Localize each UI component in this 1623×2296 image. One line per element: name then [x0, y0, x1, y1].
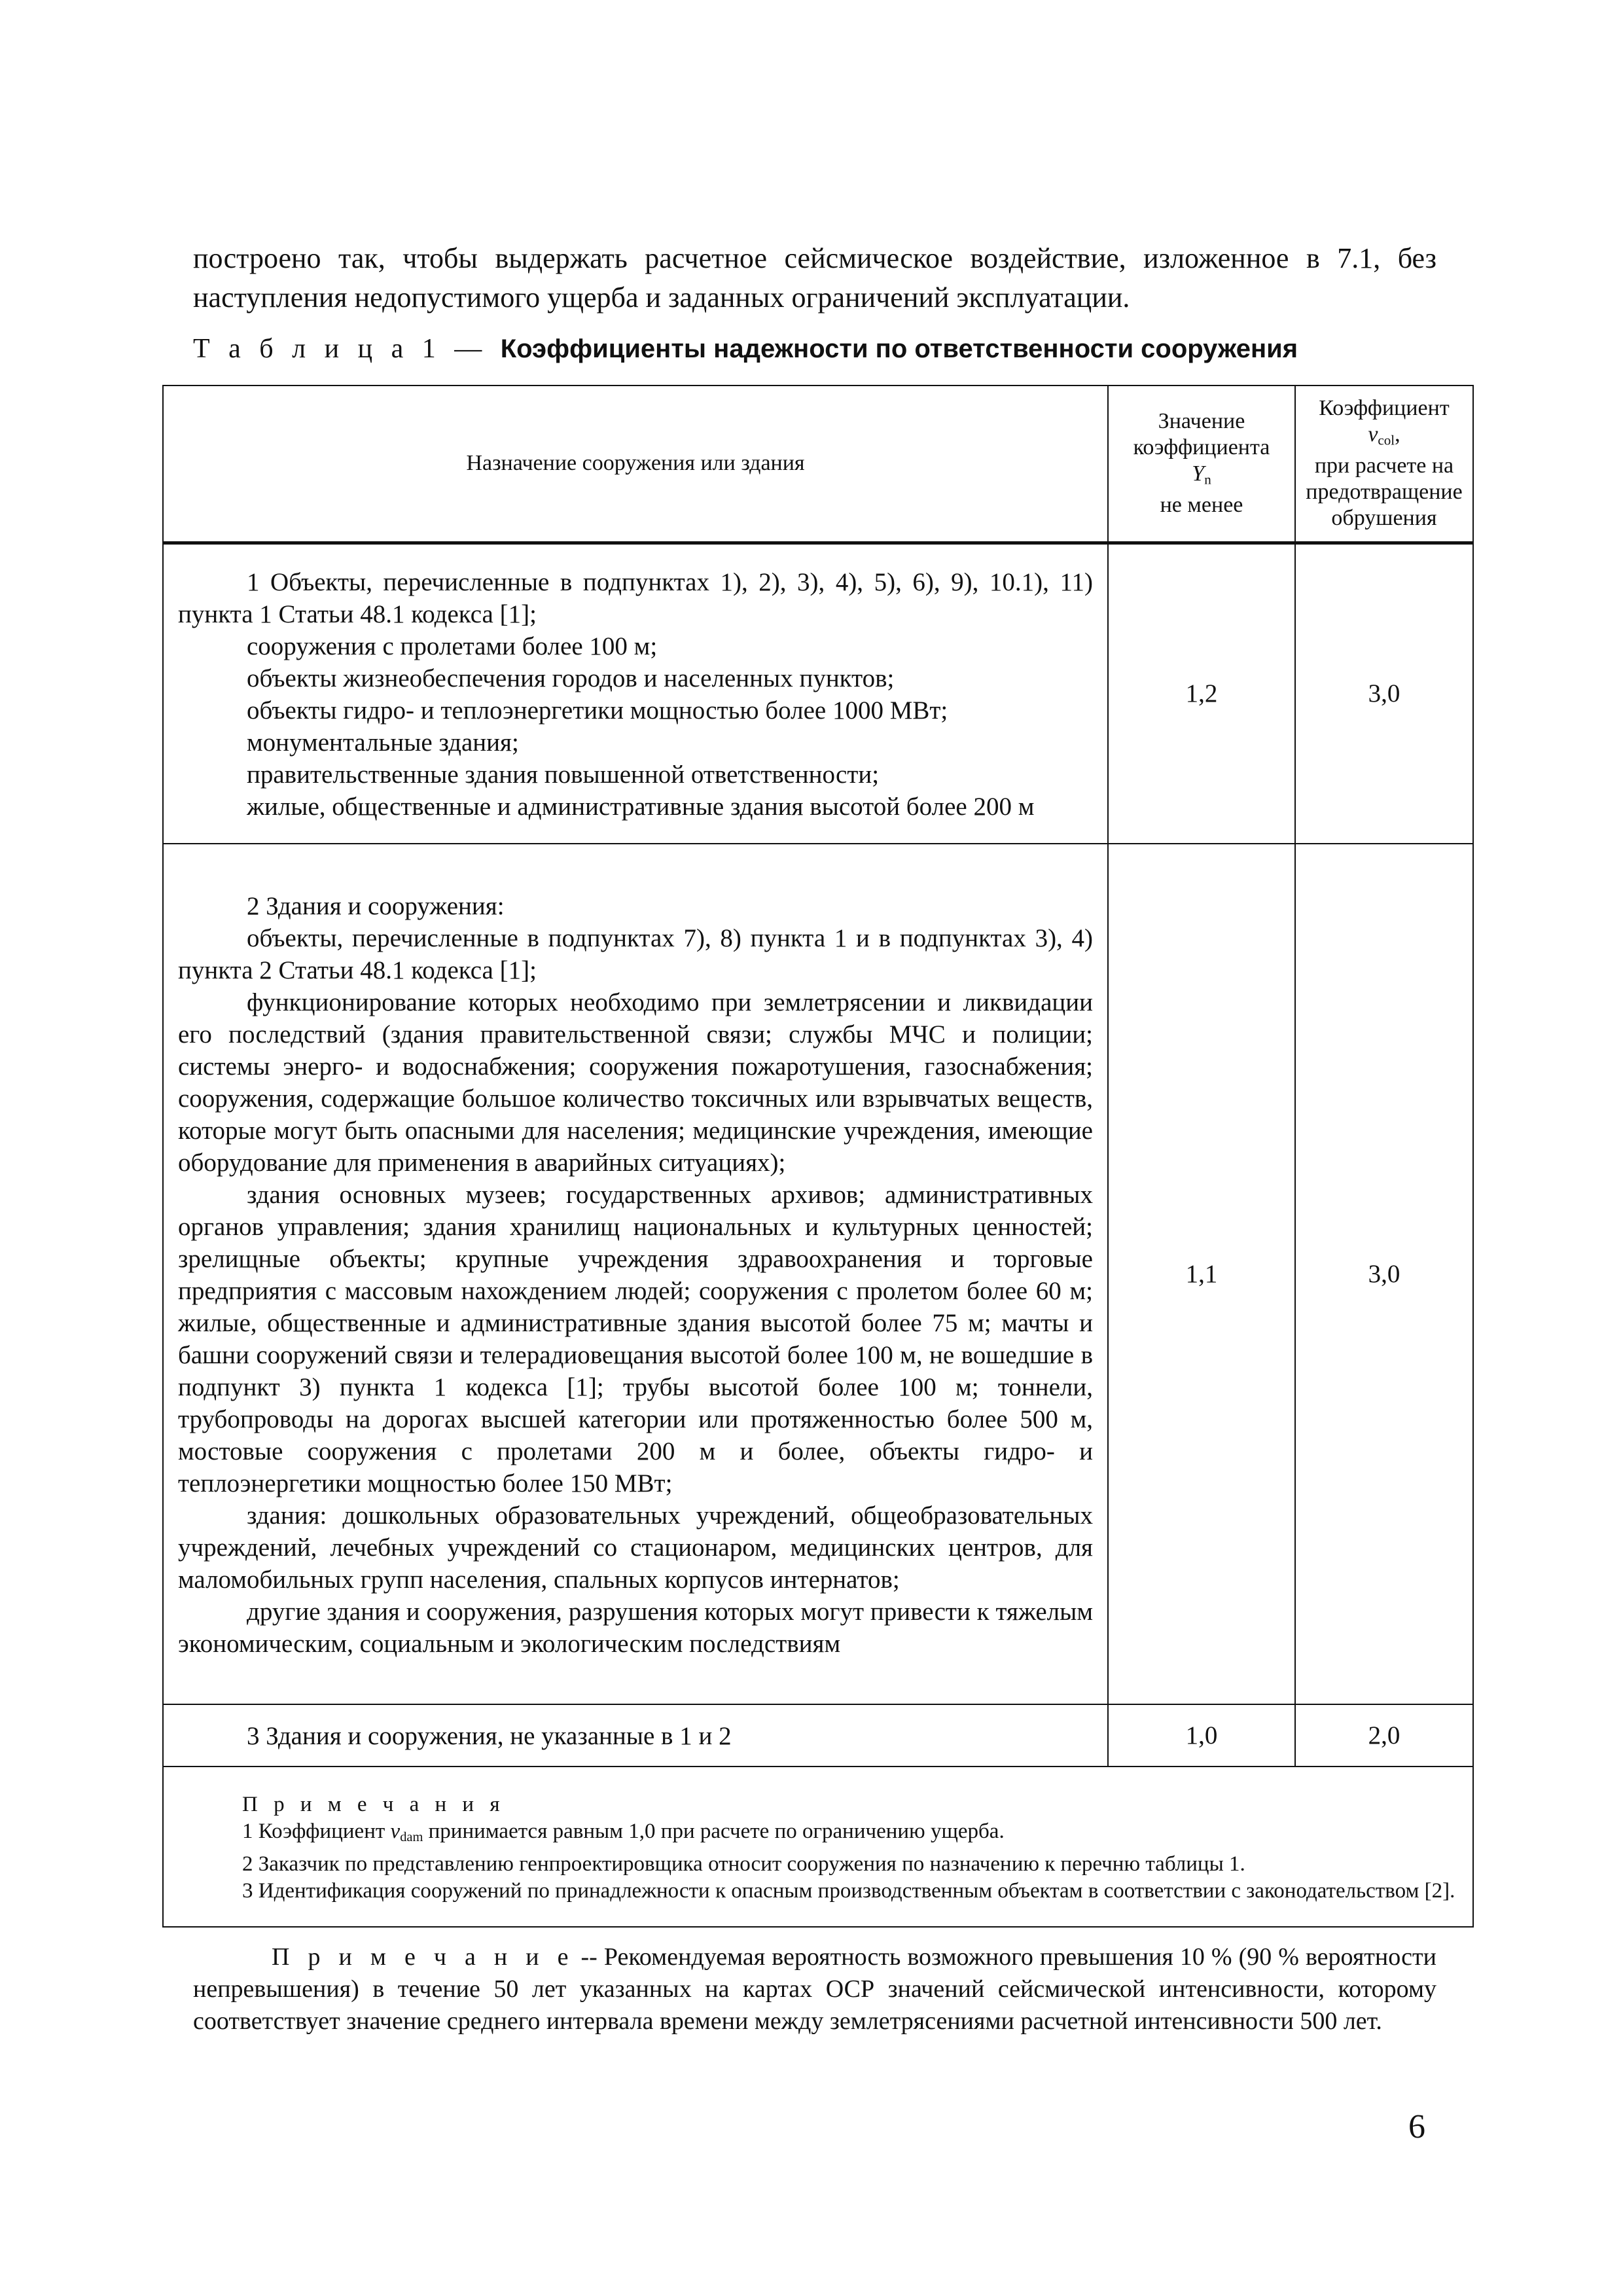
vcol-comma: ,: [1395, 422, 1400, 447]
recommendation-note: [193, 1941, 1436, 2037]
note1-prefix: 1 Коэффициент: [242, 1819, 391, 1843]
note-3: 3 Идентификация сооружений по принадлежности к опасным производственным объектам в соответствии с законодательством [2].: [242, 1879, 1455, 1903]
row3-coef: 2,0: [1295, 1704, 1473, 1767]
row1-paragraph: сооружения с пролетами более 100 м;: [247, 632, 658, 660]
header-gamma-symbol: [1114, 461, 1289, 492]
vdam-sub: dam: [400, 1830, 423, 1845]
row2-paragraph: здания основных музеев; государственных архивов; административных органов управления; здания хранилищ национальных и культурных ценностей; зрелищные объекты; крупные учреждения здравоохранения и торговые предприятия с массовым нахождением людей; сооружения с пролетом более 60 м; жилые, общественные и административные здания высотой более 75 м; мачты и башни сооружений связи и телерадиовещания высотой более 100 м, не вошедшие в подпункт 3) пункта 1 кодекса [1]; трубы высотой более 100 м; тоннели, трубопроводы на дорогах высшей категории или протяженностью более 500 м, мостовые сооружения с пролетами 200 м и более, объекты гидро- и теплоэнергетики мощностью более 150 МВт;: [178, 1180, 1093, 1498]
responsibility-coefficients-table: [162, 385, 1474, 1928]
gamma-sub: n: [1204, 471, 1211, 488]
row2-paragraph: другие здания и сооружения, разрушения которых могут привести к тяжелым экономическим, социальным и экологическим последствиям: [178, 1597, 1093, 1658]
vcol-letter: v: [1368, 422, 1378, 447]
row1-coef: 3,0: [1295, 543, 1473, 844]
row2-paragraph: 2 Здания и сооружения:: [247, 891, 505, 920]
note1-suffix: принимается равным 1,0 при расчете по ограничению ущерба.: [423, 1819, 1005, 1843]
page-number: 6: [1408, 2108, 1425, 2145]
table-header-row: [163, 386, 1473, 543]
header-coefficient-value: [1108, 386, 1295, 543]
row1-paragraph: 1 Объекты, перечисленные в подпунктах 1), 2), 3), 4), 5), 6), 9), 10.1), 11) пункта 1 Статьи 48.1 кодекса [1];: [178, 567, 1093, 628]
row3-paragraph: 3 Здания и сооружения, не указанные в 1 и 2: [247, 1722, 732, 1750]
note-1: [170, 1818, 1466, 1851]
row1-paragraph: жилые, общественные и административные здания высотой более 200 м: [247, 792, 1035, 821]
row2-paragraph: объекты, перечисленные в подпунктах 7), 8) пункта 1 и в подпунктах 3), 4) пункта 2 Статьи 48.1 кодекса [1];: [178, 924, 1093, 984]
header-col3-line1: Коэффициент: [1319, 396, 1450, 421]
header-collapse-coefficient: [1295, 386, 1473, 543]
table-notes-row: [163, 1767, 1473, 1927]
recommendation-text: -- Рекомендуемая вероятность возможного превышения 10 % (90 % вероятности непревышения) в течение 50 лет указанных на картах ОСР значений сейсмической интенсивности, которому соответствует значение среднего интервала времени между землетрясениями расчетной интенсивности 500 лет.: [193, 1943, 1436, 2035]
table-row: [163, 543, 1473, 844]
header-value-line3: не менее: [1160, 493, 1243, 518]
row1-paragraph: монументальные здания;: [247, 728, 519, 757]
row1-paragraph: объекты жизнеобеспечения городов и населенных пунктов;: [247, 664, 895, 692]
header-col3-line2: при расчете на: [1314, 454, 1454, 478]
table-row: [163, 844, 1473, 1704]
table-caption-prefix: Т а б л и ц а 1 —: [193, 334, 501, 364]
gamma-letter: Υ: [1192, 461, 1205, 486]
header-vcol-symbol: [1301, 422, 1467, 453]
recommendation-paragraph: [193, 1941, 1436, 2037]
row2-value: 1,1: [1108, 844, 1295, 1704]
header-col3-line4: обрушения: [1331, 506, 1437, 531]
row2-purpose: [163, 844, 1108, 1704]
row2-coef: 3,0: [1295, 844, 1473, 1704]
intro-paragraph: построено так, чтобы выдержать расчетное сейсмическое воздействие, изложенное в 7.1, без наступления недопустимого ущерба и заданных ограничений эксплуатации.: [193, 242, 1436, 314]
table-row: [163, 1704, 1473, 1767]
table-caption: [193, 331, 1298, 367]
row1-paragraph: правительственные здания повышенной ответственности;: [247, 760, 880, 789]
row1-purpose: [163, 543, 1108, 844]
row2-paragraph: функционирование которых необходимо при землетрясении и ликвидации его последствий (здания правительственной связи; службы МЧС и полиции; системы энерго- и водоснабжения; сооружения пожаротушения, газоснабжения; сооружения, содержащие большое количество токсичных или взрывчатых веществ, которые могут быть опасными для населения; медицинские учреждения, имеющие оборудование для применения в аварийных ситуациях);: [178, 988, 1093, 1177]
recommendation-label: П р и м е ч а н и е: [272, 1943, 575, 1971]
row3-purpose: [163, 1704, 1108, 1767]
header-purpose: Назначение сооружения или здания: [163, 386, 1108, 543]
row3-value: 1,0: [1108, 1704, 1295, 1767]
row2-paragraph: здания: дошкольных образовательных учреждений, общеобразовательных учреждений, лечебных учреждений со стационаром, медицинских центров, для маломобильных групп населения, спальных корпусов интернатов;: [178, 1501, 1093, 1594]
vdam-letter: v: [390, 1819, 401, 1843]
header-col3-line3: предотвращение: [1306, 480, 1463, 505]
notes-heading: П р и м е ч а н и я: [242, 1792, 505, 1816]
row1-paragraph: объекты гидро- и теплоэнергетики мощностью более 1000 МВт;: [247, 696, 948, 725]
header-value-line2: коэффициента: [1133, 435, 1270, 460]
row1-value: 1,2: [1108, 543, 1295, 844]
vcol-sub: col: [1378, 432, 1395, 448]
note-2: 2 Заказчик по представлению генпроектировщика относит сооружения по назначению к перечню таблицы 1.: [242, 1852, 1245, 1876]
table-caption-title: Коэффициенты надежности по ответственности сооружения: [500, 334, 1298, 363]
table-notes: [163, 1767, 1473, 1927]
header-value-line1: Значение: [1158, 409, 1245, 434]
